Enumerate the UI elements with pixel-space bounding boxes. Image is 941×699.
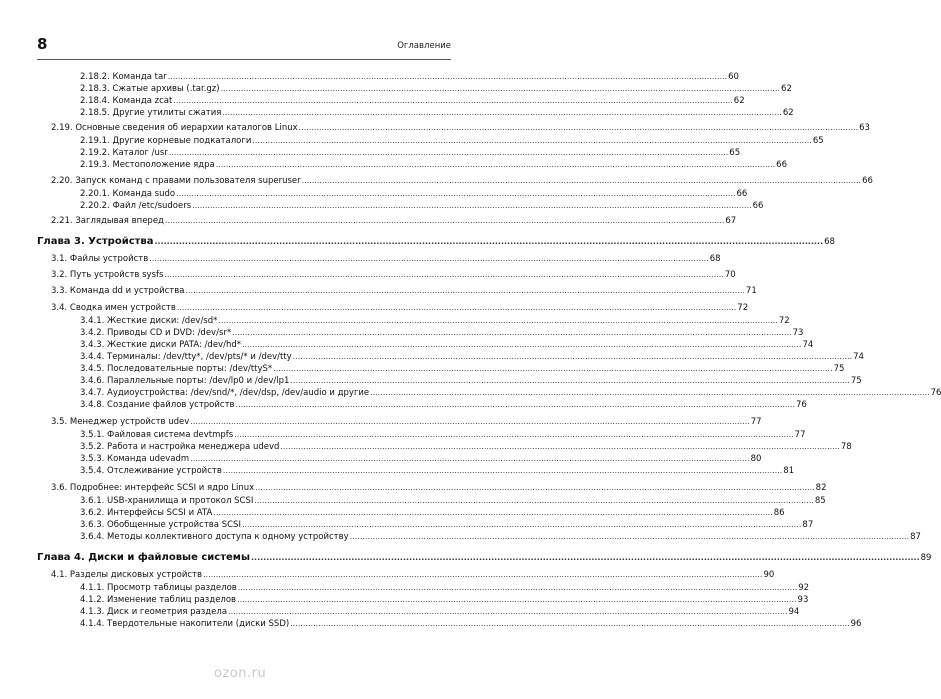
toc-entry-label: 3.3. Команда dd и устройства	[51, 286, 185, 296]
toc-entry	[80, 71, 739, 83]
toc-entry	[51, 302, 749, 314]
toc-entry-label: 3.4.8. Создание файлов устройств	[80, 400, 235, 410]
toc-entry-page: 92	[798, 583, 810, 593]
toc-leader-dots: ............................................................................................................................................................................................................................	[234, 430, 794, 439]
toc-leader-dots: ............................................................................................................................................................................................................................	[228, 607, 788, 616]
toc-entry	[80, 315, 790, 327]
toc-entry-label: 2.18.2. Команда tar	[80, 72, 167, 82]
toc-entry-page: 89	[920, 553, 932, 563]
toc-entry-page: 85	[814, 496, 826, 506]
toc-leader-dots: ............................................................................................................................................................................................................................	[235, 400, 795, 409]
toc-entry	[80, 582, 810, 594]
toc-entry-page: 73	[792, 328, 804, 338]
toc-entry-page: 67	[725, 216, 737, 226]
toc-entry	[80, 387, 941, 399]
toc-leader-dots: ............................................................................................................................................................................................................................	[190, 454, 750, 463]
watermark-logo: ozon.ru	[214, 666, 267, 681]
toc-entry-label: 3.6.2. Интерфейсы SCSI и ATA	[80, 508, 213, 518]
toc-leader-dots: ............................................................................................................................................................................................................................	[176, 303, 737, 312]
toc-entry	[80, 399, 807, 411]
toc-leader-dots: ............................................................................................................................................................................................................................	[220, 84, 781, 93]
toc-entry-label: 3.4.3. Жесткие диски PATA: /dev/hd*	[80, 340, 241, 350]
toc-entry	[51, 482, 827, 494]
toc-entry-label: 3.6.3. Обобщенные устройства SCSI	[80, 520, 241, 530]
toc-entry-page: 90	[763, 570, 775, 580]
toc-entry-label: 4.1.1. Просмотр таблицы разделов	[80, 583, 237, 593]
toc-entry-page: 76	[796, 400, 807, 410]
toc-entry-page: 74	[802, 340, 814, 350]
toc-entry-label: 4.1.4. Твердотельные накопители (диски SSD)	[80, 619, 290, 629]
page-number: 8	[37, 35, 48, 53]
toc-entry-page: 66	[862, 176, 873, 186]
toc-leader-dots: ............................................................................................................................................................................................................................	[370, 388, 930, 397]
toc-leader-dots: ............................................................................................................................................................................................................................	[164, 216, 725, 225]
toc-leader-dots: ............................................................................................................................................................................................................................	[222, 466, 783, 475]
toc-leader-dots: ............................................................................................................................................................................................................................	[176, 189, 736, 198]
toc-entry	[51, 269, 736, 281]
toc-leader-dots: ............................................................................................................................................................................................................................	[273, 364, 833, 373]
toc-entry	[80, 147, 741, 159]
toc-entry-page: 75	[850, 376, 862, 386]
toc-entry	[80, 618, 862, 630]
toc-leader-dots: ............................................................................................................................................................................................................................	[213, 508, 773, 517]
toc-entry-label: 4.1.3. Диск и геометрия раздела	[80, 607, 228, 617]
toc-entry-label: 3.4.4. Терминалы: /dev/tty*, /dev/pts/* и /dev/tty	[80, 352, 292, 362]
toc-entry-page: 96	[850, 619, 862, 629]
toc-entry-page: 82	[815, 483, 827, 493]
toc-entry-label: 2.19. Основные сведения об иерархии каталогов Linux	[51, 123, 298, 133]
toc-leader-dots: ............................................................................................................................................................................................................................	[167, 72, 728, 81]
toc-entry	[80, 495, 826, 507]
toc-entry	[80, 188, 748, 200]
toc-entry-page: 72	[778, 316, 790, 326]
toc-entry-label: 2.21. Заглядывая вперед	[51, 216, 164, 226]
toc-entry-page: 93	[797, 595, 809, 605]
running-title: Оглавление	[397, 41, 451, 51]
toc-leader-dots: ............................................................................................................................................................................................................................	[168, 148, 729, 157]
toc-entry-label: 2.20. Запуск команд с правами пользователя superuser	[51, 176, 301, 186]
toc-entry	[80, 507, 785, 519]
toc-leader-dots: ............................................................................................................................................................................................................................	[241, 340, 802, 349]
toc-entry	[80, 594, 809, 606]
toc-entry-label: Глава 4. Диски и файловые системы	[37, 552, 251, 563]
toc-entry	[80, 429, 806, 441]
toc-entry-label: 3.4.7. Аудиоустройства: /dev/snd/*, /dev/dsp, /dev/audio и другие	[80, 388, 370, 398]
toc-leader-dots: ............................................................................................................................................................................................................................	[164, 270, 724, 279]
toc-entry-label: 3.5. Менеджер устройств udev	[51, 417, 190, 427]
toc-leader-dots: ............................................................................................................................................................................................................................	[218, 316, 778, 325]
toc-entry	[80, 95, 745, 107]
toc-entry-page: 62	[733, 96, 745, 106]
toc-entry-label: 3.4.6. Параллельные порты: /dev/lp0 и /dev/lp1	[80, 376, 290, 386]
toc-entry-label: 4.1.2. Изменение таблиц разделов	[80, 595, 237, 605]
toc-entry	[80, 465, 795, 477]
toc-leader-dots: ............................................................................................................................................................................................................................	[290, 619, 850, 628]
toc-entry-page: 72	[737, 303, 749, 313]
toc-entry-page: 66	[776, 160, 787, 170]
toc-leader-dots: ............................................................................................................................................................................................................................	[301, 176, 862, 185]
toc-entry	[80, 135, 824, 147]
toc-entry-page: 68	[824, 237, 835, 247]
toc-leader-dots: ............................................................................................................................................................................................................................	[192, 201, 752, 210]
toc-entry-page: 75	[833, 364, 845, 374]
toc-entry-page: 63	[859, 123, 870, 133]
toc-chapter-entry	[37, 551, 932, 565]
toc-entry-label: 3.6.4. Методы коллективного доступа к одному устройству	[80, 532, 349, 542]
toc-entry-page: 74	[853, 352, 864, 362]
toc-entry-label: 2.20.1. Команда sudo	[80, 189, 176, 199]
toc-entry-page: 60	[728, 72, 739, 82]
toc-leader-dots: ............................................................................................................................................................................................................................	[292, 352, 853, 361]
toc-entry	[80, 327, 804, 339]
toc-leader-dots: ............................................................................................................................................................................................................................	[203, 570, 763, 579]
toc-entry-page: 78	[840, 442, 852, 452]
toc-leader-dots: ............................................................................................................................................................................................................................	[251, 553, 920, 562]
toc-entry-label: Глава 3. Устройства	[37, 236, 154, 247]
toc-leader-dots: ............................................................................................................................................................................................................................	[149, 254, 709, 263]
toc-entry	[80, 606, 800, 618]
toc-entry-label: 2.18.3. Сжатые архивы (.tar.gz)	[80, 84, 220, 94]
toc-entry-page: 81	[783, 466, 795, 476]
toc-leader-dots: ............................................................................................................................................................................................................................	[349, 532, 910, 541]
toc-leader-dots: ............................................................................................................................................................................................................................	[154, 237, 824, 246]
toc-entry-label: 2.18.5. Другие утилиты сжатия	[80, 108, 222, 118]
toc-chapter-entry	[37, 235, 835, 249]
toc-entry-label: 3.4.5. Последовательные порты: /dev/ttyS*	[80, 364, 273, 374]
toc-entry	[80, 519, 814, 531]
toc-leader-dots: ............................................................................................................................................................................................................................	[254, 496, 814, 505]
toc-entry-page: 66	[736, 189, 748, 199]
toc-entry	[51, 416, 762, 428]
toc-entry-label: 3.4. Сводка имен устройств	[51, 303, 176, 313]
toc-entry-page: 65	[729, 148, 741, 158]
toc-entry-label: 3.1. Файлы устройств	[51, 254, 149, 264]
toc-entry-label: 3.5.2. Работа и настройка менеджера udevd	[80, 442, 280, 452]
toc-entry	[80, 107, 794, 119]
toc-leader-dots: ............................................................................................................................................................................................................................	[237, 595, 797, 604]
toc-entry	[80, 363, 845, 375]
toc-entry-page: 62	[782, 108, 794, 118]
toc-entry	[80, 339, 814, 351]
toc-leader-dots: ............................................................................................................................................................................................................................	[222, 108, 782, 117]
toc-entry-label: 2.18.4. Команда zcat	[80, 96, 173, 106]
toc-entry-label: 2.19.3. Местоположение ядра	[80, 160, 215, 170]
toc-entry	[51, 285, 757, 297]
toc-entry-label: 4.1. Разделы дисковых устройств	[51, 570, 202, 580]
toc-entry-page: 71	[745, 286, 757, 296]
toc-entry	[80, 83, 792, 95]
toc-entry	[80, 453, 762, 465]
toc-entry	[80, 531, 921, 543]
toc-entry-page: 87	[910, 532, 921, 542]
toc-entry-page: 65	[812, 136, 824, 146]
toc-entry	[51, 175, 873, 187]
toc-entry-page: 80	[750, 454, 762, 464]
toc-leader-dots: ............................................................................................................................................................................................................................	[252, 136, 812, 145]
toc-entry-label: 3.2. Путь устройств sysfs	[51, 270, 164, 280]
toc-entry-label: 2.19.2. Каталог /usr	[80, 148, 168, 158]
toc-entry-label: 3.6.1. USB-хранилища и протокол SCSI	[80, 496, 254, 506]
toc-leader-dots: ............................................................................................................................................................................................................................	[190, 417, 750, 426]
toc-entry-page: 70	[724, 270, 736, 280]
toc-entry	[80, 375, 862, 387]
toc-leader-dots: ............................................................................................................................................................................................................................	[237, 583, 798, 592]
toc-leader-dots: ............................................................................................................................................................................................................................	[241, 520, 802, 529]
toc-entry-page: 94	[788, 607, 800, 617]
toc-entry-label: 3.4.2. Приводы CD и DVD: /dev/sr*	[80, 328, 232, 338]
toc-leader-dots: ............................................................................................................................................................................................................................	[290, 376, 850, 385]
toc-entry-label: 3.6. Подробнее: интерфейс SCSI и ядро Linux	[51, 483, 255, 493]
toc-entry-page: 68	[709, 254, 721, 264]
toc-leader-dots: ............................................................................................................................................................................................................................	[173, 96, 733, 105]
toc-entry-label: 3.5.3. Команда udevadm	[80, 454, 190, 464]
toc-entry-page: 87	[802, 520, 814, 530]
toc-entry-page: 77	[750, 417, 762, 427]
toc-entry	[51, 215, 737, 227]
toc-entry-page: 76	[930, 388, 941, 398]
toc-entry	[80, 159, 787, 171]
toc-leader-dots: ............................................................................................................................................................................................................................	[232, 328, 792, 337]
toc-entry-label: 3.4.1. Жесткие диски: /dev/sd*	[80, 316, 218, 326]
toc-entry-page: 77	[794, 430, 806, 440]
toc-leader-dots: ............................................................................................................................................................................................................................	[215, 160, 776, 169]
toc-entry-label: 2.20.2. Файл /etc/sudoers	[80, 201, 192, 211]
toc-entry	[51, 253, 721, 265]
toc-entry	[80, 351, 864, 363]
toc-entry-page: 86	[773, 508, 785, 518]
toc-leader-dots: ............................................................................................................................................................................................................................	[185, 286, 745, 295]
toc-entry	[80, 200, 764, 212]
toc-entry	[80, 441, 852, 453]
toc-leader-dots: ............................................................................................................................................................................................................................	[280, 442, 840, 451]
toc-leader-dots: ............................................................................................................................................................................................................................	[255, 483, 815, 492]
toc-entry-label: 3.5.1. Файловая система devtmpfs	[80, 430, 234, 440]
toc-entry-label: 3.5.4. Отслеживание устройств	[80, 466, 222, 476]
toc-entry	[51, 122, 870, 134]
toc-entry-page: 62	[781, 84, 792, 94]
toc-entry-label: 2.19.1. Другие корневые подкаталоги	[80, 136, 252, 146]
toc-entry	[51, 569, 775, 581]
toc-leader-dots: ............................................................................................................................................................................................................................	[298, 123, 859, 132]
toc-entry-page: 66	[752, 201, 764, 211]
